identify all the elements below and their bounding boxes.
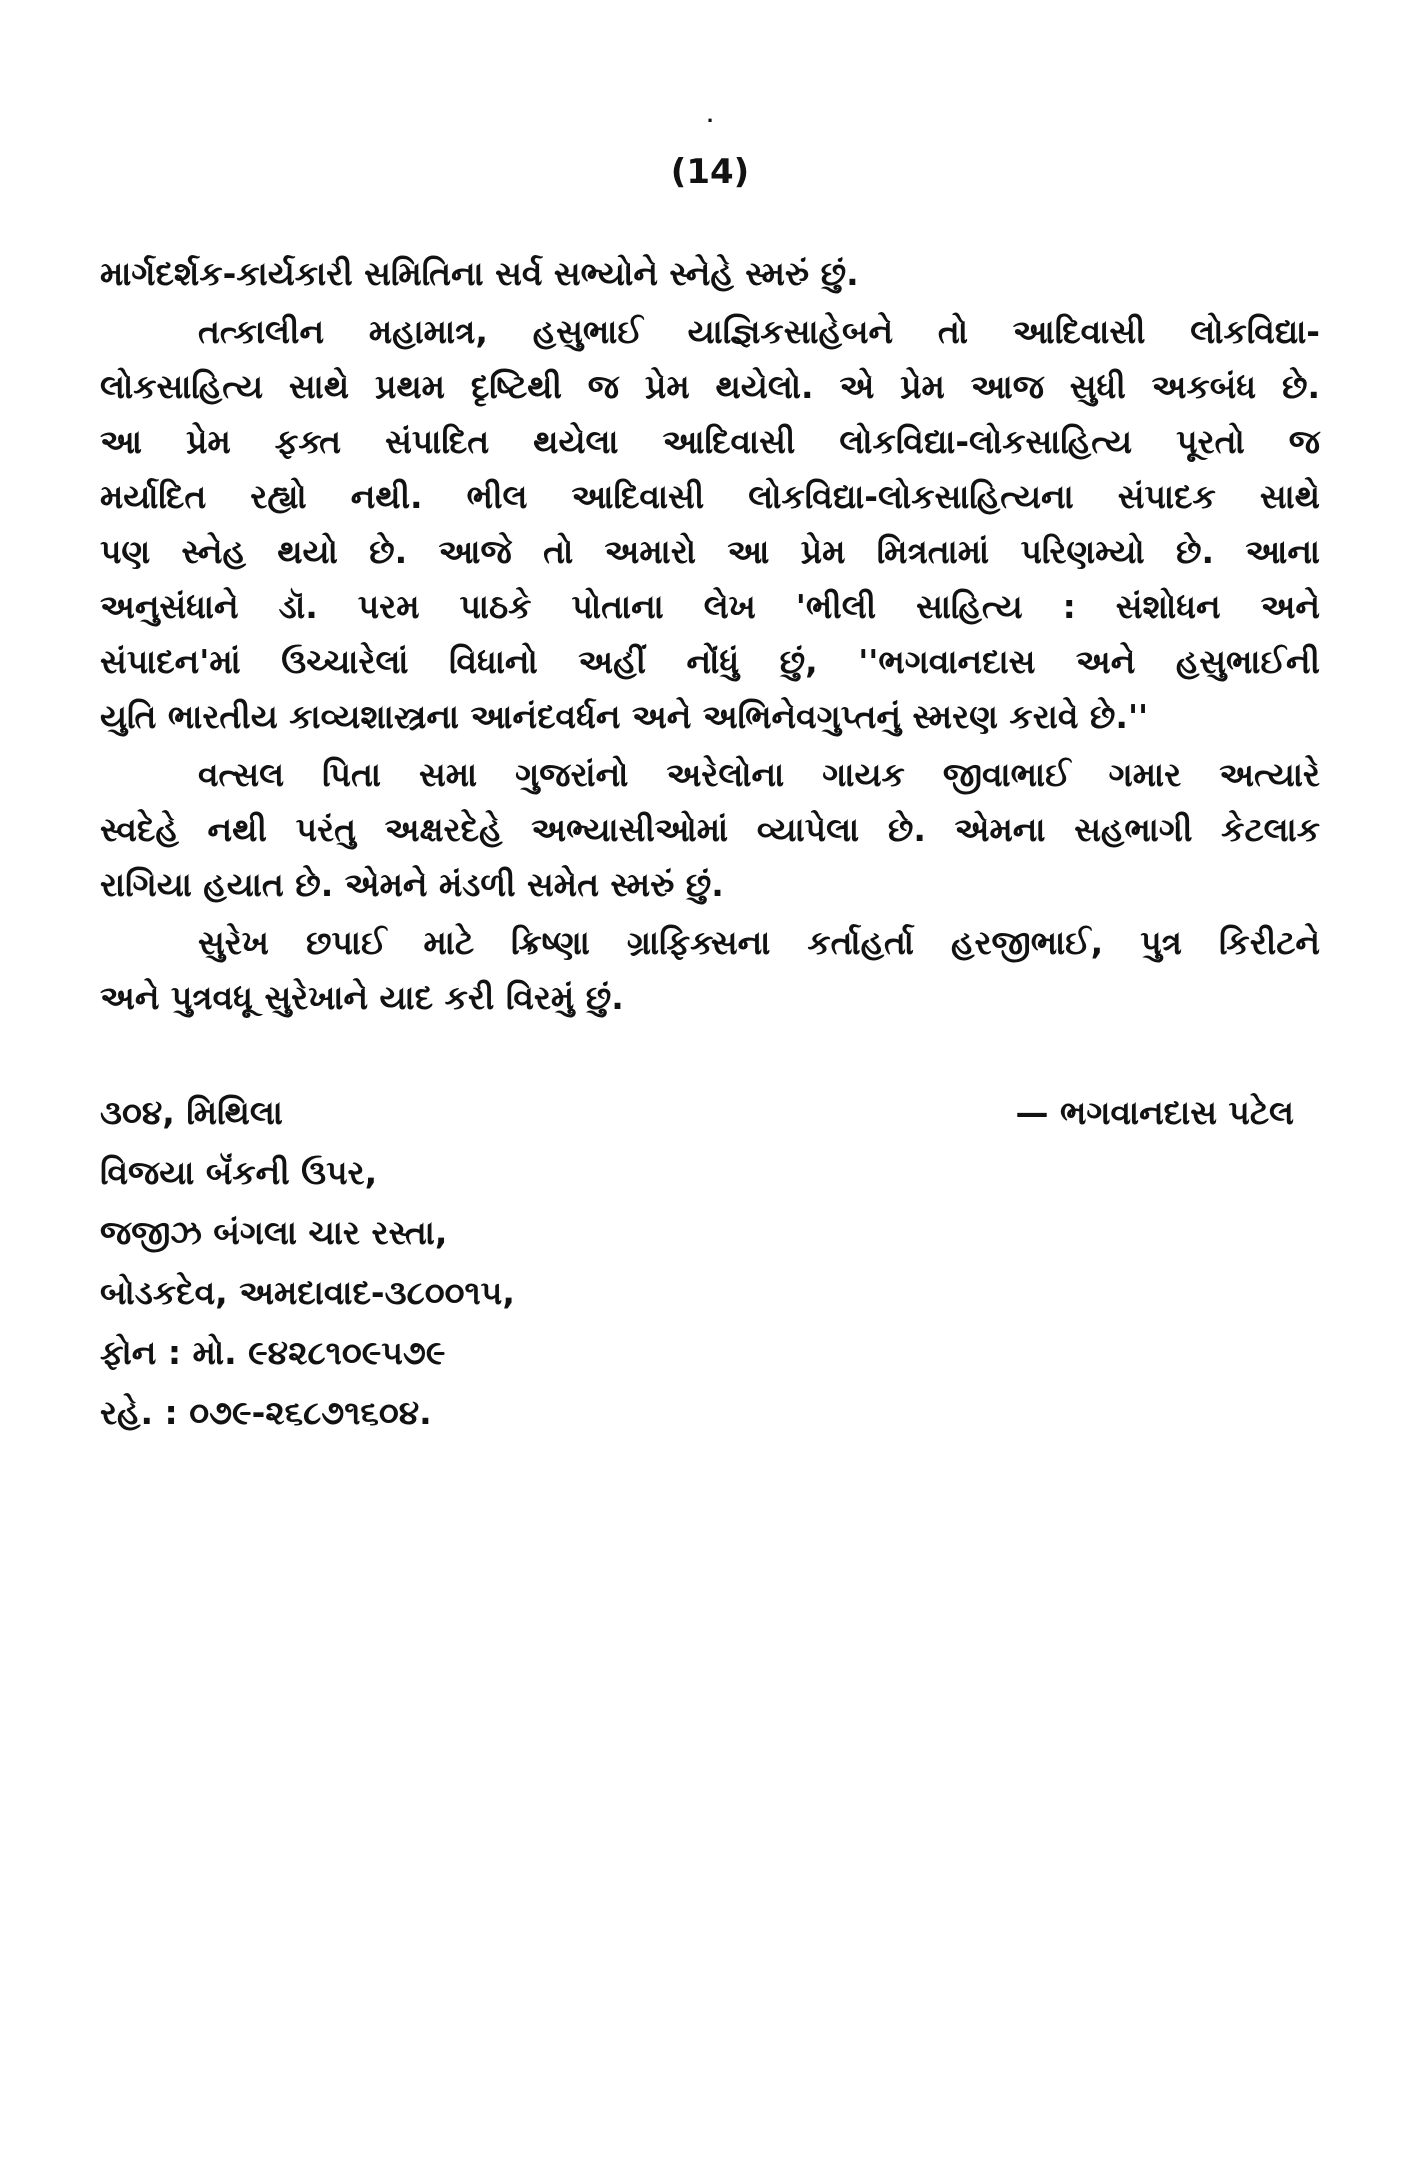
text-line: અનુસંધાને ડૉ. પરમ પાઠકે પોતાના લેખ 'ભીલી સાહિત્ય : સંશોધન અને <box>100 587 1320 626</box>
address-line: જજીઝ બંગલા ચાર રસ્તા, <box>100 1213 448 1252</box>
address-line: બોડકદેવ, અમદાવાદ-૩૮૦૦૧૫, <box>100 1273 515 1312</box>
footer-block <box>100 1083 1320 1443</box>
text-line: યુતિ ભારતીય કાવ્યશાસ્ત્રના આનંદવર્ધન અને અભિનેવગુપ્તનું સ્મરણ કરાવે છે.'' <box>100 697 1149 736</box>
text-line: સુરેખ છપાઈ માટે ક્રિષ્ણા ગ્રાફિક્સના કર્તાહર્તા હરજીભાઈ, પુત્ર કિરીટને <box>198 923 1320 962</box>
text-line: સ્વદેહે નથી પરંતુ અક્ષરદેહે અભ્યાસીઓમાં વ્યાપેલા છે. એમના સહભાગી કેટલાક <box>100 810 1320 849</box>
body-text <box>100 246 1320 1025</box>
text-line: વત્સલ પિતા સમા ગુજરાંનો અરેલોના ગાયક જીવાભાઈ ગમાર અત્યારે <box>198 755 1320 794</box>
text-line: પણ સ્નેહ થયો છે. આજે તો અમારો આ પ્રેમ મિત્રતામાં પરિણમ્યો છે. આના <box>100 532 1320 571</box>
scan-dot-artifact: . <box>706 106 714 127</box>
author-signature: — ભગવાનદાસ પટેલ <box>1015 1093 1294 1132</box>
address-line: વિજયા બૅંકની ઉપર, <box>100 1153 378 1192</box>
text-line: સંપાદન'માં ઉચ્ચારેલાં વિધાનો અહીં નોંધું છું, ''ભગવાનદાસ અને હસુભાઈની <box>100 642 1320 681</box>
paragraph-3 <box>100 747 1320 912</box>
paragraph-2 <box>100 304 1320 744</box>
text-line: અને પુત્રવધૂ સુરેખાને યાદ કરી વિરમું છું. <box>100 978 624 1017</box>
address-line: ૩૦૪, મિથિલા <box>100 1093 283 1132</box>
text-line: લોકસાહિત્ય સાથે પ્રથમ દૃષ્ટિથી જ પ્રેમ થયેલો. એ પ્રેમ આજ સુધી અકબંધ છે. <box>100 367 1320 406</box>
text-line: આ પ્રેમ ફક્ત સંપાદિત થયેલા આદિવાસી લોકવિદ્યા-લોકસાહિત્ય પૂરતો જ <box>100 422 1320 461</box>
text-line: રાગિયા હયાત છે. એમને મંડળી સમેત સ્મરું છું. <box>100 865 724 904</box>
text-line: મર્યાદિત રહ્યો નથી. ભીલ આદિવાસી લોકવિદ્યા-લોકસાહિત્યના સંપાદક સાથે <box>100 477 1320 516</box>
paragraph-4 <box>100 915 1320 1025</box>
text-line: માર્ગદર્શક-કાર્યકારી સમિતિના સર્વ સભ્યોને સ્નેહે સ્મરું છું. <box>100 254 859 293</box>
text-line: તત્કાલીન મહામાત્ર, હસુભાઈ યાજ્ઞિકસાહેબને તો આદિવાસી લોકવિદ્યા- <box>198 312 1320 351</box>
page-content <box>100 108 1320 1443</box>
page-number: (14) <box>670 152 750 192</box>
paragraph-1 <box>100 246 1320 301</box>
address-line-phone: ફોન : મો. ૯૪૨૮૧૦૯૫૭૯ <box>100 1333 446 1372</box>
address-line-residence-phone: રહે. : ૦૭૯-૨૬૮૭૧૬૦૪. <box>100 1393 432 1432</box>
